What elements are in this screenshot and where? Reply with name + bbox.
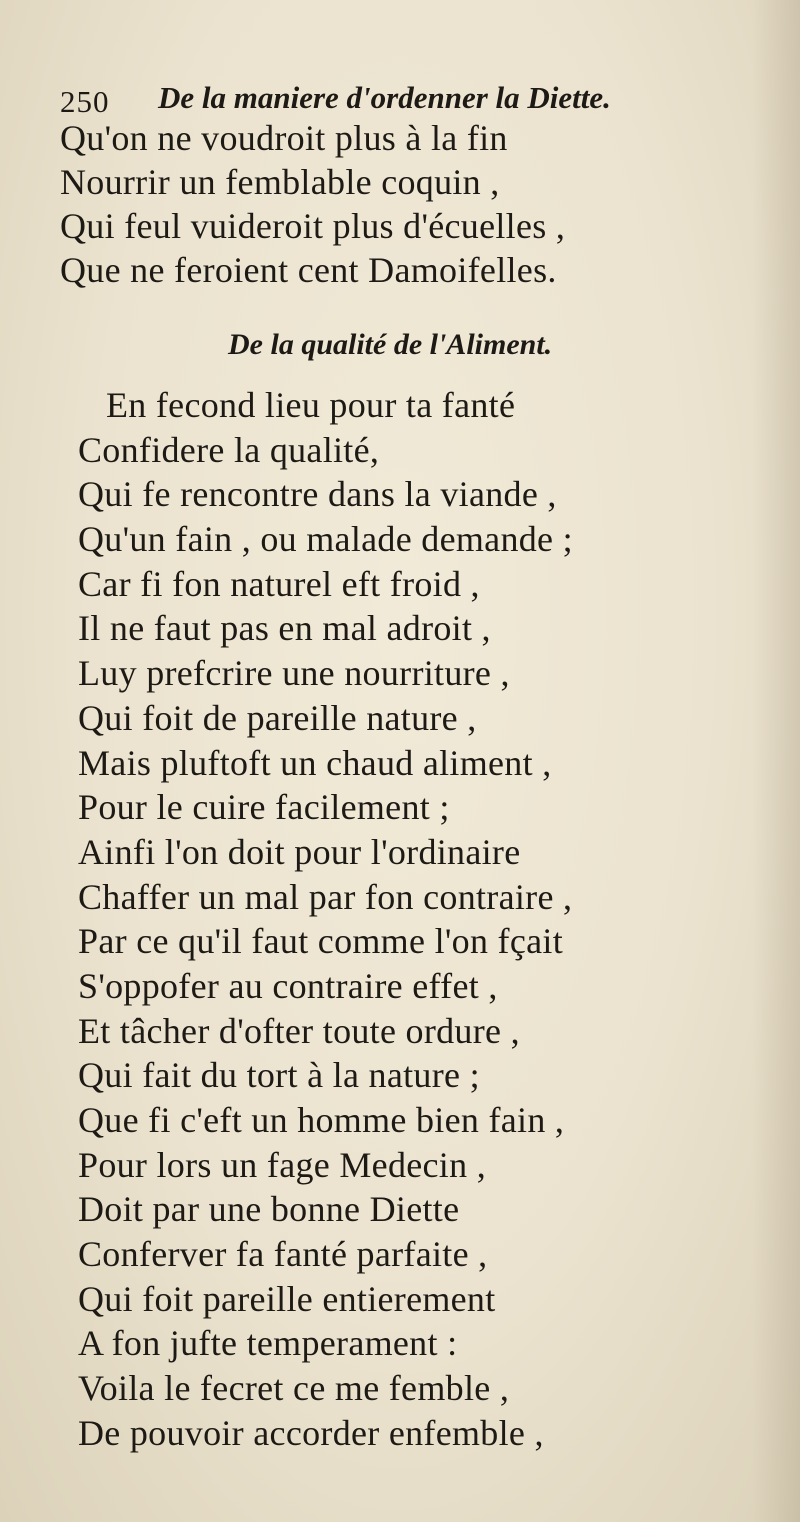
verse-line: Qui fe rencontre dans la viande , bbox=[78, 474, 557, 515]
verse-line: Ainfi l'on doit pour l'ordinaire bbox=[78, 831, 521, 872]
verse-line: S'oppofer au contraire effet , bbox=[78, 965, 498, 1006]
running-title: De la maniere d'ordenner la Diette. bbox=[158, 80, 611, 115]
verse-line: Doit par une bonne Diette bbox=[78, 1189, 460, 1230]
verse-line: Pour lors un fage Medecin , bbox=[78, 1144, 487, 1185]
verse-line: Qu'on ne voudroit plus à la fin bbox=[60, 118, 508, 158]
page-edge-shadow bbox=[752, 0, 800, 1522]
verse-line: Conferver fa fanté parfaite , bbox=[78, 1234, 488, 1275]
verse-line: Que fi c'eft un homme bien fain , bbox=[78, 1100, 565, 1140]
stanza-1 bbox=[60, 116, 700, 292]
verse-line: De pouvoir accorder enfemble , bbox=[78, 1412, 544, 1453]
verse-line: Qui fait du tort à la nature ; bbox=[78, 1055, 480, 1096]
verse-line: Mais pluftoft un chaud aliment , bbox=[78, 742, 552, 783]
verse-line: Et tâcher d'ofter toute ordure , bbox=[78, 1010, 520, 1051]
verse-line: Qui foit de pareille nature , bbox=[78, 697, 477, 738]
verse-line: En fecond lieu pour ta fanté bbox=[106, 385, 516, 425]
page-number: 250 bbox=[60, 84, 110, 119]
verse-line: Par ce qu'il faut comme l'on fçait bbox=[78, 921, 564, 962]
verse-line: Que ne feroient cent Damoifelles. bbox=[60, 250, 557, 290]
verse-line: Chaffer un mal par fon contraire , bbox=[78, 876, 573, 917]
stanza-2 bbox=[78, 383, 718, 1456]
verse-line: A fon jufte temperament : bbox=[78, 1323, 458, 1364]
verse-line: Voila le fecret ce me femble , bbox=[78, 1368, 510, 1409]
verse-line: Nourrir un femblable coquin , bbox=[60, 162, 500, 202]
verse-line: Il ne faut pas en mal adroit , bbox=[78, 608, 491, 649]
verse-line: Qu'un fain , ou malade demande ; bbox=[78, 519, 573, 560]
verse-line: Confidere la qualité, bbox=[78, 429, 380, 470]
verse-line: Car fi fon naturel eft froid , bbox=[78, 563, 480, 604]
verse-line: Qui foit pareille entierement bbox=[78, 1278, 496, 1319]
verse-line: Qui feul vuideroit plus d'écuelles , bbox=[60, 206, 566, 246]
verse-line: Luy prefcrire une nourriture , bbox=[78, 653, 510, 694]
verse-line: Pour le cuire facilement ; bbox=[78, 787, 450, 828]
section-heading: De la qualité de l'Aliment. bbox=[228, 328, 553, 361]
